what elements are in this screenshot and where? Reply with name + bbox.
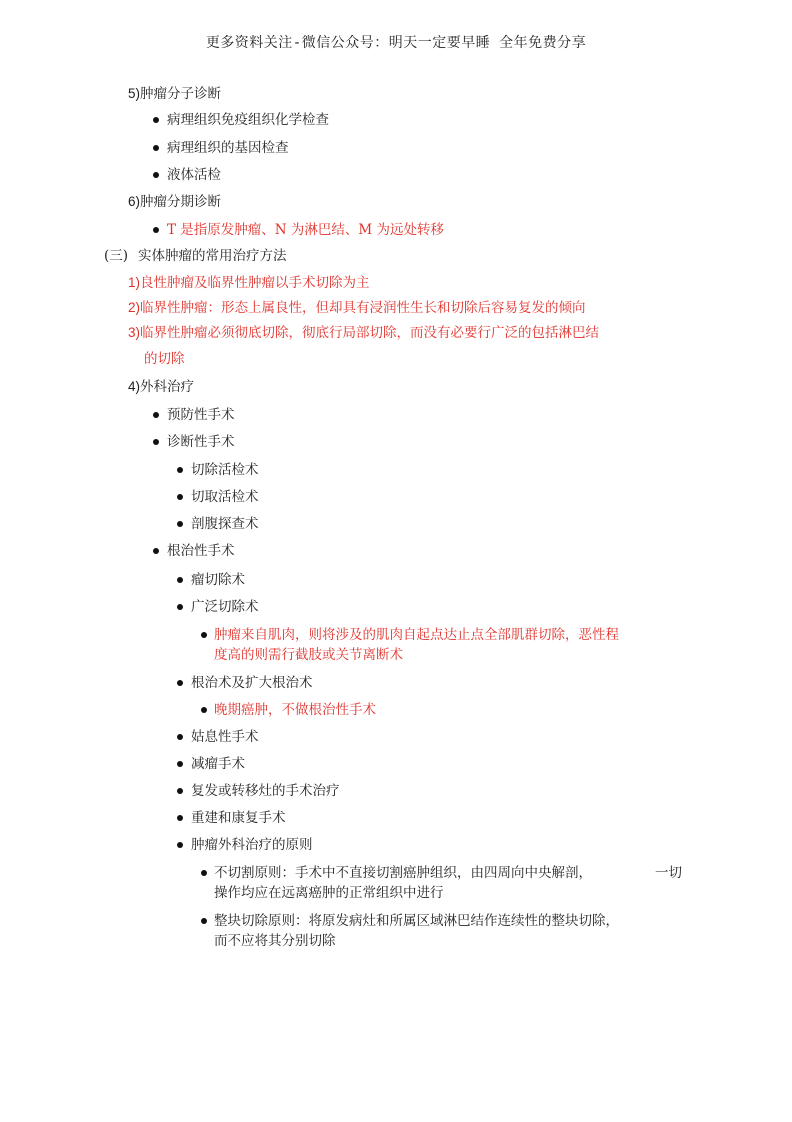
bullet-icon — [177, 521, 183, 527]
section-5-heading: 5)肿瘤分子诊断 — [128, 86, 222, 102]
bullet-icon — [153, 548, 159, 554]
bullet-icon — [177, 761, 183, 767]
paragraph: 2)临界性肿瘤：形态上属良性，但却具有浸润性生长和切除后容易复发的倾向 — [128, 300, 586, 316]
section-4-heading: 4)外科治疗 — [128, 379, 195, 395]
list-item: 不切割原则：手术中不直接切割癌肿组织，由四周向中央解剖， — [214, 865, 592, 881]
section-6-heading: 6)肿瘤分期诊断 — [128, 194, 222, 210]
bullet-icon — [201, 870, 207, 876]
list-item: 减瘤手术 — [191, 756, 245, 772]
bullet-icon — [177, 577, 183, 583]
list-item: 病理组织免疫组织化学检查 — [167, 112, 329, 128]
bullet-icon — [153, 439, 159, 445]
list-item: 晚期癌肿，不做根治性手术 — [214, 702, 376, 718]
list-item-continuation: 操作均应在远离癌肿的正常组织中进行 — [214, 885, 444, 901]
list-item-continuation: 度高的则需行截肢或关节离断术 — [214, 647, 403, 663]
list-item: 重建和康复手术 — [191, 810, 286, 826]
bullet-icon — [153, 117, 159, 123]
list-item: T 是指原发肿瘤、N 为淋巴结、M 为远处转移 — [167, 222, 445, 238]
list-item: 液体活检 — [167, 167, 221, 183]
list-item: 病理组织的基因检查 — [167, 140, 289, 156]
bullet-icon — [201, 918, 207, 924]
bullet-icon — [177, 842, 183, 848]
bullet-icon — [153, 145, 159, 151]
paragraph: 3)临界性肿瘤必须彻底切除，彻底行局部切除，而没有必要行广泛的包括淋巴结 — [128, 325, 600, 341]
bullet-icon — [201, 632, 207, 638]
bullet-icon — [177, 467, 183, 473]
list-item: 姑息性手术 — [191, 729, 259, 745]
list-item: 肿瘤来自肌肉，则将涉及的肌肉自起点达止点全部肌群切除，恶性程 — [214, 627, 619, 643]
bullet-icon — [177, 494, 183, 500]
list-item: 切取活检术 — [191, 489, 259, 505]
bullet-icon — [177, 604, 183, 610]
page-header: 更多资料关注-微信公众号：明天一定要早睡 全年免费分享 — [205, 35, 587, 51]
bullet-icon — [201, 707, 207, 713]
list-item: 复发或转移灶的手术治疗 — [191, 783, 340, 799]
list-item: 广泛切除术 — [191, 599, 259, 615]
list-item: 整块切除原则：将原发病灶和所属区域淋巴结作连续性的整块切除， — [214, 913, 619, 929]
bullet-icon — [177, 788, 183, 794]
list-item: 瘤切除术 — [191, 572, 245, 588]
bullet-icon — [177, 734, 183, 740]
bullet-icon — [153, 227, 159, 233]
list-item-tail: 一切 — [655, 865, 682, 881]
list-item: 肿瘤外科治疗的原则 — [191, 837, 313, 853]
list-item: 根治性手术 — [167, 543, 235, 559]
bullet-icon — [177, 815, 183, 821]
list-item-continuation: 而不应将其分别切除 — [214, 933, 336, 949]
bullet-icon — [153, 172, 159, 178]
list-item: 预防性手术 — [167, 407, 235, 423]
bullet-icon — [153, 412, 159, 418]
part-3-heading: (三) 实体肿瘤的常用治疗方法 — [104, 248, 287, 264]
paragraph: 1)良性肿瘤及临界性肿瘤以手术切除为主 — [128, 275, 370, 291]
paragraph-continuation: 的切除 — [144, 351, 185, 367]
bullet-icon — [177, 680, 183, 686]
list-item: 诊断性手术 — [167, 434, 235, 450]
list-item: 剖腹探查术 — [191, 516, 259, 532]
list-item: 根治术及扩大根治术 — [191, 675, 313, 691]
list-item: 切除活检术 — [191, 462, 259, 478]
